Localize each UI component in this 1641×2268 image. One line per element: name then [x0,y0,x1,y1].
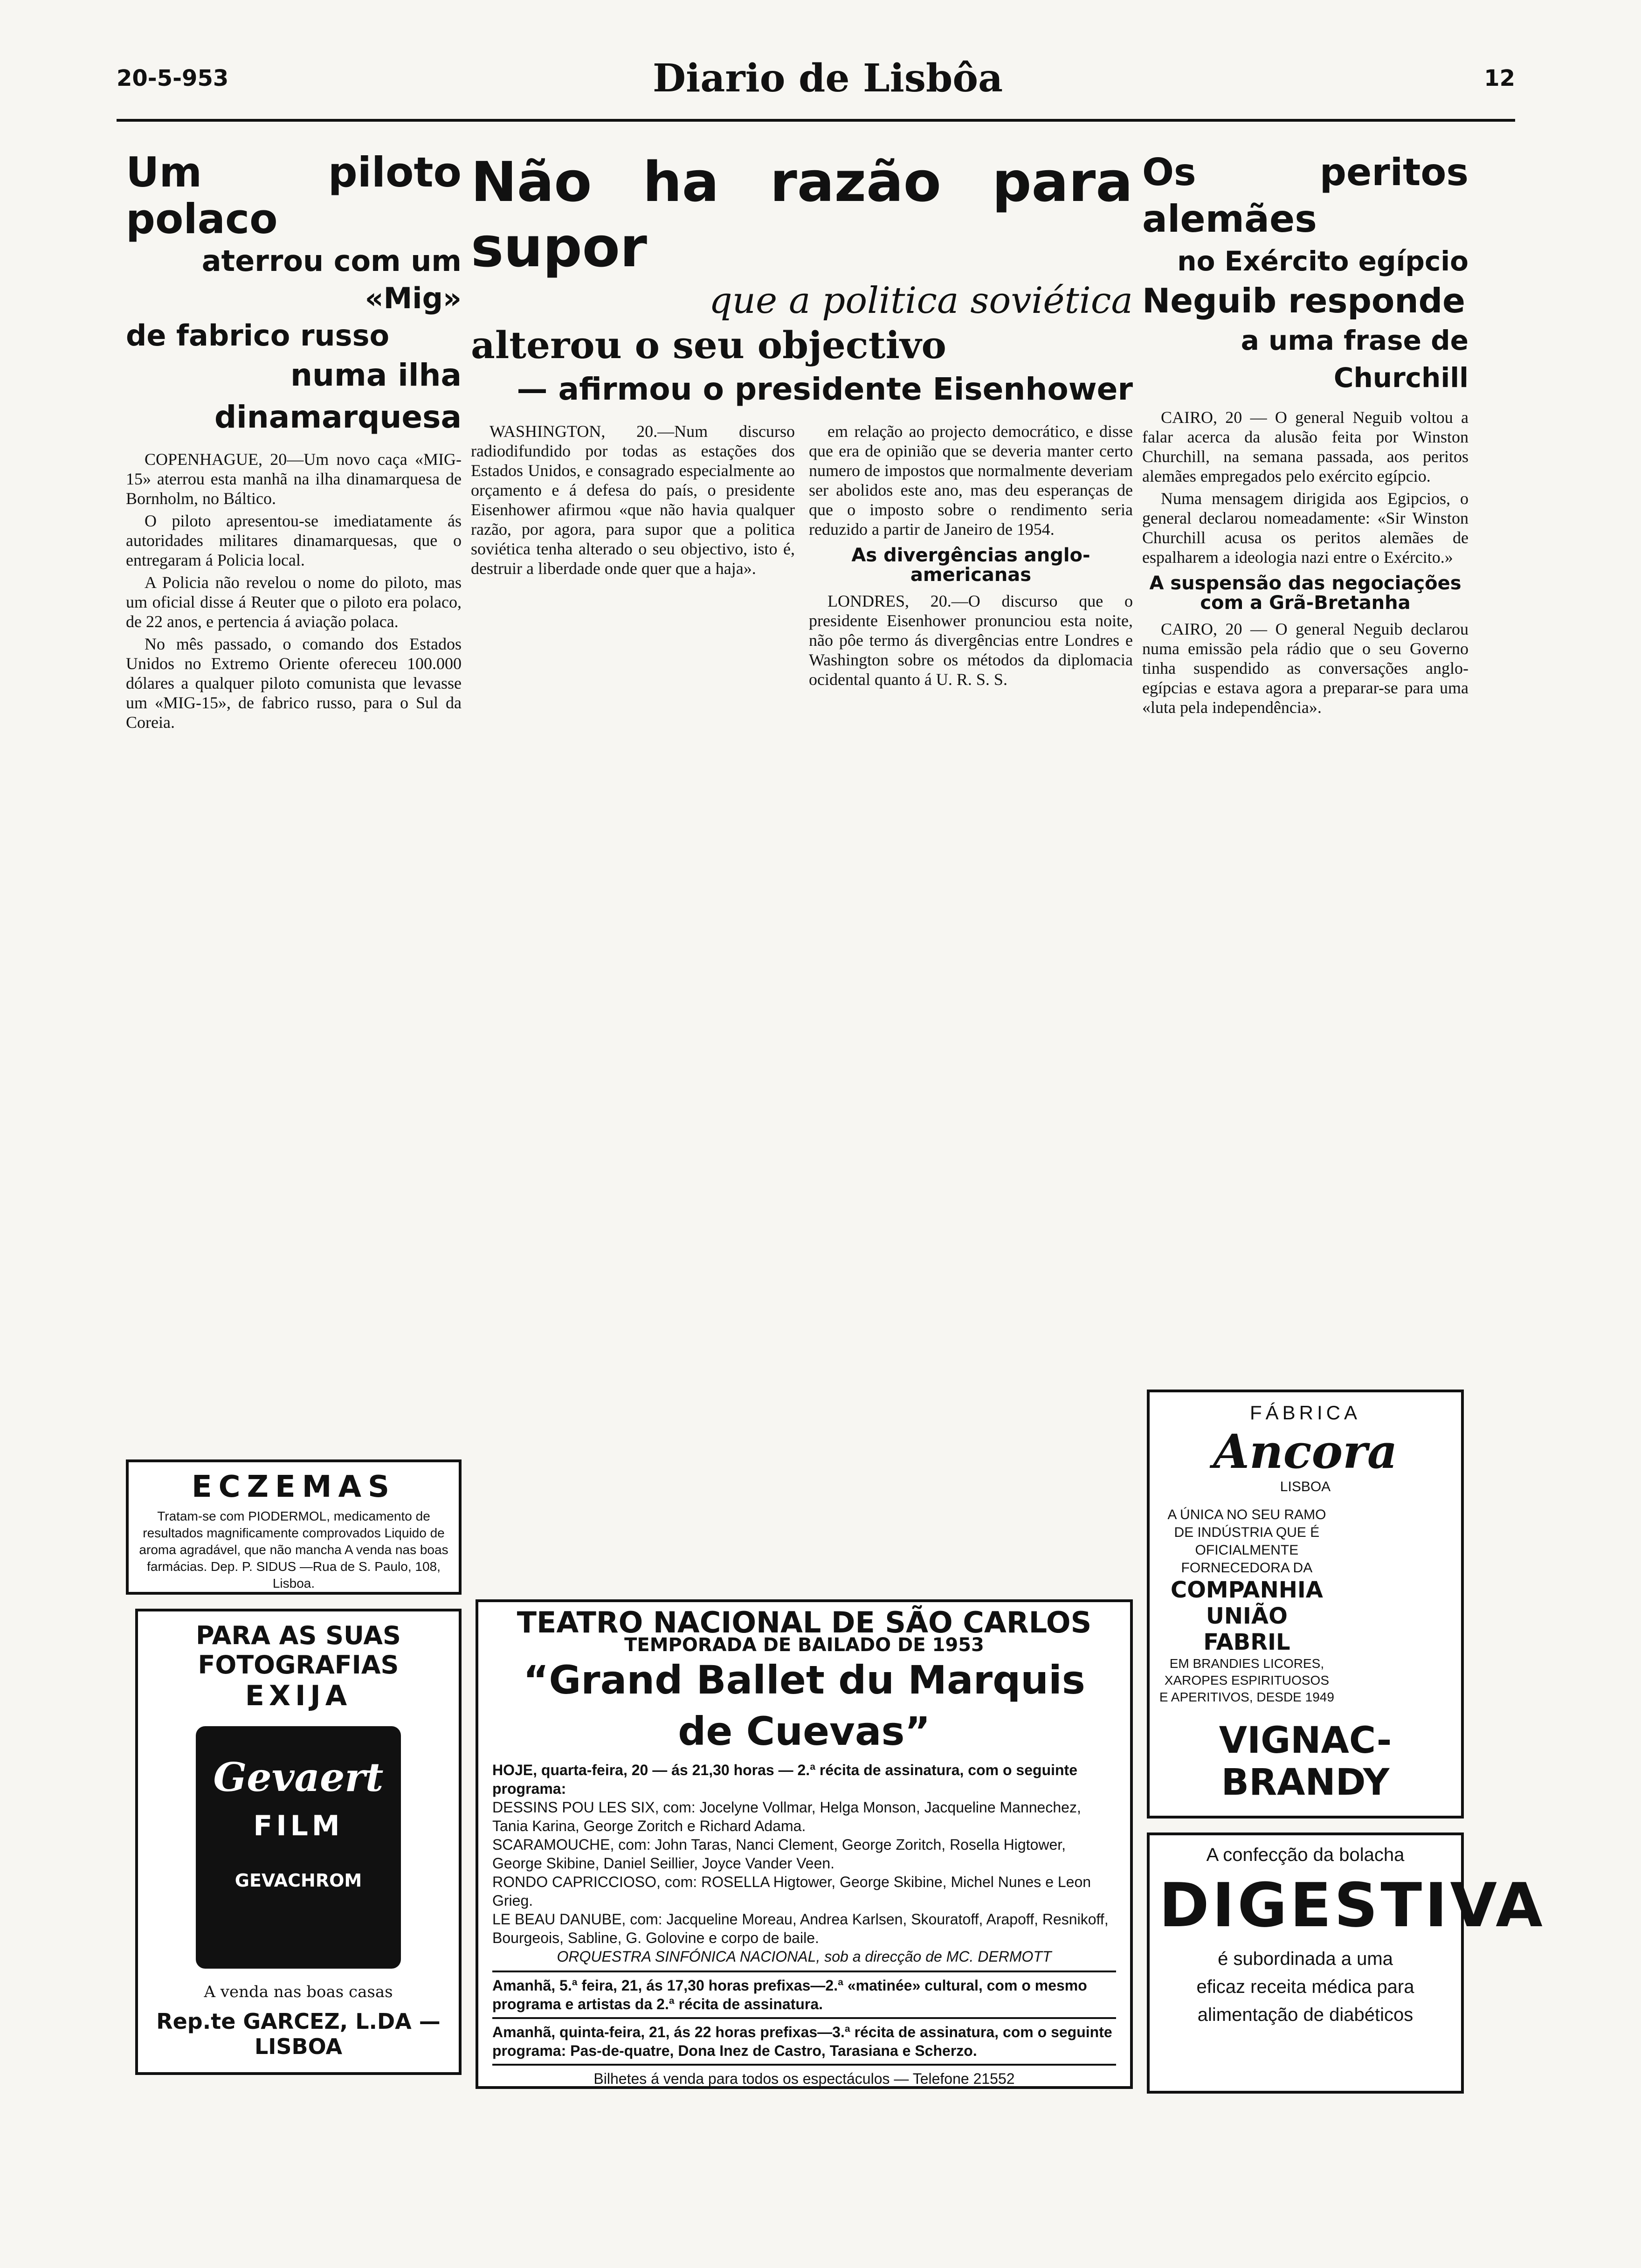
ancora-ad [1147,1390,1464,1819]
issue-date: 20-5-953 [117,65,229,91]
gevaert-film: FILM [253,1810,344,1842]
teatro-orchestra: ORQUESTRA SINFÓNICA NACIONAL, sob a direcção de MC. DERMOTT [557,1948,1052,1965]
page-number: 12 [1484,65,1515,91]
teatro-today: HOJE, quarta-feira, 20 — ás 21,30 horas — 2.ª récita de assinatura, com o seguinte programa: [492,1762,1077,1797]
center-article [471,149,1133,692]
center-headline-2: que a politica soviética [709,280,1133,322]
ancora-text-2: COMPANHIA UNIÃO FABRIL [1170,1577,1323,1655]
digestiva-line-2: eficaz receita médica para [1196,1977,1414,1997]
right-headline-2: no Exército egípcio [1177,245,1469,277]
gevaert-line-2: EXIJA [245,1680,352,1712]
center-subheading: As divergências anglo-americanas [851,545,1090,586]
gevaert-dealer: Rep.te GARCEZ, L.DA — LISBOA [156,2009,441,2059]
gevaert-sale: A venda nas boas casas [204,1983,393,2001]
gevaert-product: GEVACHROM [234,1870,362,1891]
digestiva-line-1: é subordinada a uma [1218,1949,1393,1969]
left-paragraph: COPENHAGUE, 20—Um novo caça «MIG-15» aterrou esta manhã na ilha dinamarquesa de Bornholm, no Báltico. [126,450,462,508]
ancora-text-3: EM BRANDIES LICORES, XAROPES ESPIRITUOSOS E APERITIVOS, DESDE 1949 [1159,1656,1334,1704]
digestiva-top: A confecção da bolacha [1206,1845,1405,1865]
eczemas-title: ECZEMAS [191,1470,396,1504]
masthead-rule [117,119,1515,122]
ancora-text-4: VIGNAC-BRANDY [1219,1720,1392,1804]
ancora-city: LISBOA [1280,1479,1331,1494]
eczemas-ad [126,1459,462,1595]
teatro-title: TEATRO NACIONAL DE SÃO CARLOS [517,1605,1092,1639]
center-paragraph: LONDRES, 20.—O discurso que o presidente Eisenhower pronunciou esta noite, não pôe termo ás divergências entre Londres e Washington sobre os métodos da diplomacia ocidental quanto á U. R. S. S. [809,592,1133,689]
digestiva-name: DIGESTIVA [1159,1870,1545,1941]
gevaert-line-1: PARA AS SUAS FOTOGRAFIAS [196,1621,401,1680]
teatro-tomorrow-1: Amanhã, 5.ª feira, 21, ás 17,30 horas prefixas—2.ª «matinée» cultural, com o mesmo programa e artistas da 2.ª récita de assinatura. [492,1971,1116,2013]
left-headline-2: aterrou com um «Mig» [201,244,462,315]
gevaert-brand: Gevaert [213,1754,384,1800]
newspaper-title: Diario de Lisbôa [653,56,1003,101]
teatro-tickets: Bilhetes á venda para todos os espectáculos — Telefone 21552 [492,2064,1116,2088]
right-subheading: A suspensão das negociações com a Grã-Bretanha [1149,573,1462,614]
left-paragraph: O piloto apresentou-se imediatamente ás autoridades militares dinamarquesas, que o entregaram á Policia local. [126,512,462,569]
right-paragraph: CAIRO, 20 — O general Neguib voltou a falar acerca da alusão feita por Winston Churchill, na semana passada, aos peritos alemães empregados pelo exército egípcio. [1142,408,1469,485]
teatro-item: RONDO CAPRICCIOSO, com: ROSELLA Higtower, George Skibine, Michel Nunes e Leon Grieg. [492,1874,1091,1909]
teatro-tomorrow-2: Amanhã, quinta-feira, 21, ás 22 horas prefixas—3.ª récita de assinatura, com o seguinte programa: Pas-de-quatre, Dona Inez de Castro, Tarasiana e Scherzo. [492,2017,1116,2060]
eczemas-text: Tratam-se com PIODERMOL, medicamento de resultados magnificamente comprovados Liquido de aroma agradável, que não mancha A venda nas boas farmácias. Dep. P. SIDUS —Rua de S. Paulo, 108, Lisboa. [139,1509,448,1590]
masthead [117,56,1515,107]
left-paragraph: No mês passado, o comando dos Estados Unidos no Extremo Oriente ofereceu 100.000 dólares a qualquer piloto comunista que levasse um «MIG-15», de fabrico russo, para o Sul da Coreia. [126,635,462,732]
left-headline-4: numa ilha dinamarquesa [214,357,462,435]
teatro-show: “Grand Ballet du Marquis de Cuevas” [523,1657,1085,1754]
digestiva-ad [1147,1832,1545,2094]
center-headline-3: alterou o seu objectivo [471,323,946,367]
right-headline-3: Neguib responde [1142,281,1465,320]
right-headline-4: a uma frase de Churchill [1241,325,1469,394]
ancora-text-1: A ÚNICA NO SEU RAMO DE INDÚSTRIA QUE É OFICIALMENTE FORNECEDORA DA [1167,1507,1326,1576]
center-headline-4: — afirmou o presidente Eisenhower [517,371,1133,407]
left-article [126,149,462,735]
right-paragraph: Numa mensagem dirigida aos Egipcios, o general declarou nomeadamente: «Sir Winston Churchill acusa os peritos alemães de espalharem a ideologia nazi entre o Exército.» [1142,489,1469,567]
center-paragraph: em relação ao projecto democrático, e disse que era de opinião que se deveria manter certo numero de impostos que normalmente deveriam ser abolidos este ano, mas deu esperanças de que o imposto sobre o rendimento seria reduzido a partir de Janeiro de 1954. [809,422,1133,539]
teatro-item: DESSINS POU LES SIX, com: Jocelyne Vollmar, Helga Monson, Jacqueline Mannechez, Tania Karina, George Zoritch e Richard Adama. [492,1799,1081,1834]
center-paragraph: WASHINGTON, 20.—Num discurso radiodifundido por todas as estações dos Estados Unidos, e consagrado especialmente ao orçamento e á defesa do país, o presidente Eisenhower afirmou «que não havia qualquer razão, por agora, para supor que a politica soviética tenha alterado o seu objectivo, isto é, destruir a liberdade onde quer que a haja». [471,422,795,578]
film-box-illustration [196,1726,401,1969]
teatro-item: LE BEAU DANUBE, com: Jacqueline Moreau, Andrea Karlsen, Skouratoff, Arapoff, Resnikoff, Bourgeois, Sabline, G. Golovine e corpo de baile. [492,1911,1109,1946]
right-paragraph: CAIRO, 20 — O general Neguib declarou numa emissão pela rádio que o seu Governo tinha suspendido as conversações anglo-egípcias e estava agora a preparar-se para uma «luta pela independência». [1142,620,1469,717]
center-headline-1: Não ha razão para supor [471,150,1133,279]
right-article [1142,149,1469,720]
left-headline-1: Um piloto polaco [126,148,462,243]
ancora-brand: Ancora [1213,1424,1398,1479]
digestiva-line-3: alimentação de diabéticos [1197,2005,1413,2025]
gevaert-ad [135,1609,462,2075]
teatro-item: SCARAMOUCHE, com: John Taras, Nanci Clement, George Zoritch, Rosella Higtower, George Skibine, Daniel Seillier, Joyce Vander Veen. [492,1836,1066,1872]
ancora-fabrica: FÁBRICA [1249,1402,1361,1424]
teatro-season: TEMPORADA DE BAILADO DE 1953 [624,1634,984,1656]
right-headline-1: Os peritos alemães [1142,151,1469,241]
left-headline-3: de fabrico russo [126,318,390,353]
left-paragraph: A Policia não revelou o nome do piloto, mas um oficial disse á Reuter que o piloto era polaco, de 22 anos, e pertencia á aviação polaca. [126,573,462,631]
teatro-ad [476,1599,1133,2089]
